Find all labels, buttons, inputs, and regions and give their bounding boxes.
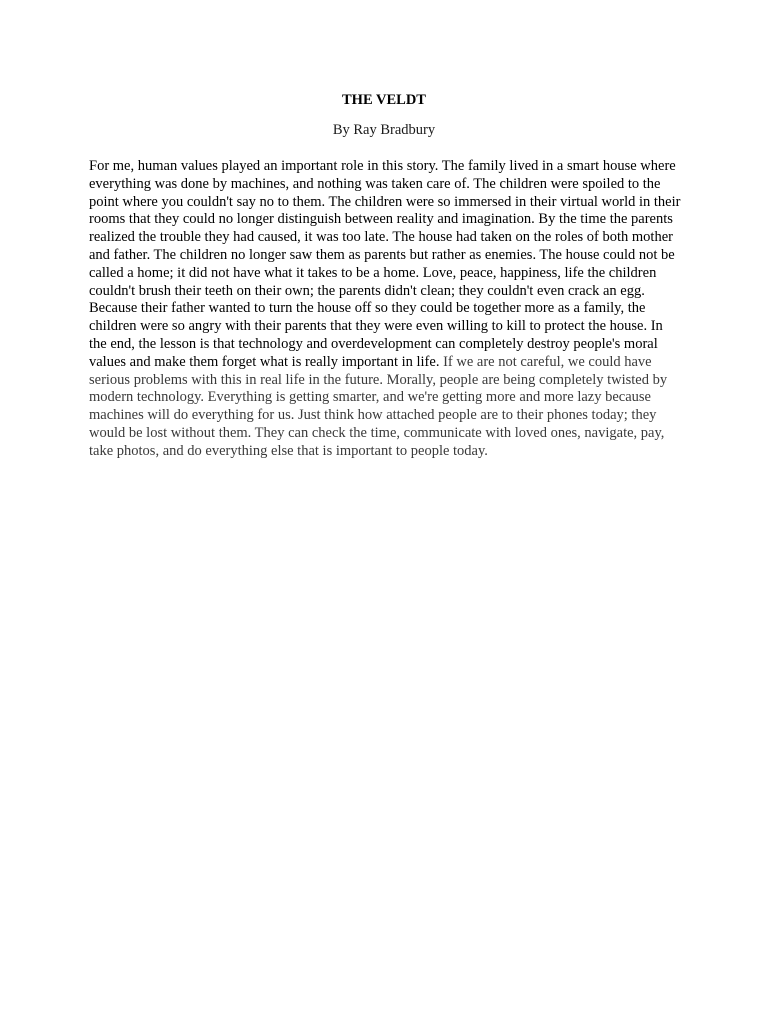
document-title: THE VELDT: [342, 92, 426, 108]
document-byline: By Ray Bradbury: [332, 122, 436, 138]
paragraph-part-2: If we are not careful, we could have serious problems with this in real life in the future. Morally, people are being completely twisted by modern technology. Everything is getting smarter, and we're getting more and more lazy because machines will do everything for us. Just think how attached people are to their phones today; they would be lost without them. They can check the time, communicate with loved ones, navigate, pay, take photos, and do everything else that is important to people today.: [89, 353, 668, 459]
body-paragraph: [89, 158, 681, 461]
paragraph-part-1: For me, human values played an important role in this story. The family lived in a smart house where everything was done by machines, and nothing was taken care of. The children were spoiled to the point where you couldn't say no to them. The children were so immersed in their virtual world in their rooms that they could no longer distinguish between reality and imagination. By the time the parents realized the trouble they had caused, it was too late. The house had taken on the roles of both mother and father. The children no longer saw them as parents but rather as enemies. The house could not be called a home; it did not have what it takes to be a home. Love, peace, happiness, life the children couldn't brush their teeth on their own; the parents didn't clean; they couldn't even crack an egg. Because their father wanted to turn the house off so they could be together more as a family, the children were so angry with their parents that they were even willing to kill to protect the house. In the end, the lesson is that technology and overdevelopment can completely destroy people's moral values and make them forget what is really important in life.: [89, 158, 681, 370]
